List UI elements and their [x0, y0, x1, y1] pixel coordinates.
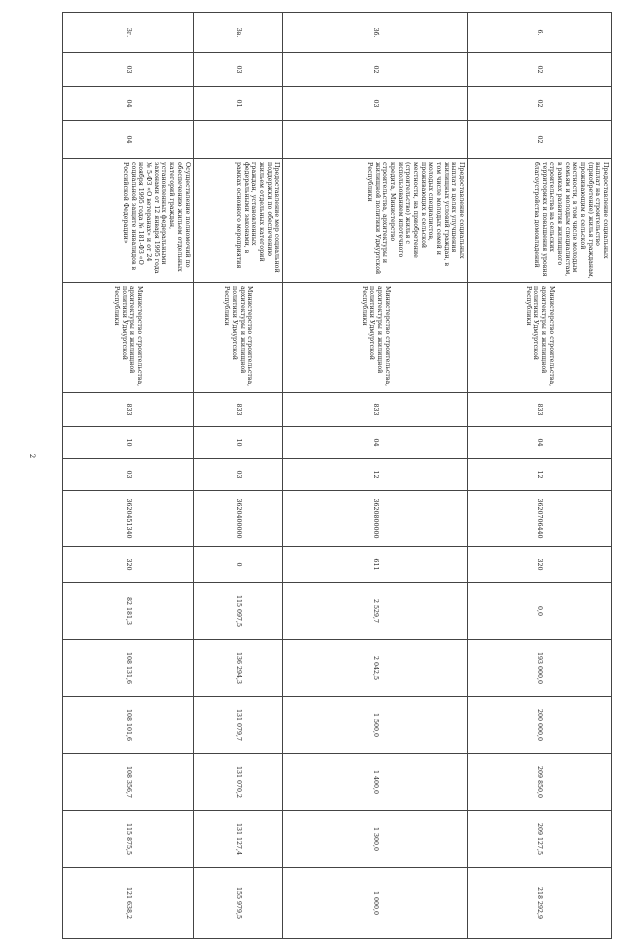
code-ministry: 833 — [63, 393, 194, 427]
measure-description: Осуществление полномочий по обеспечению жильем отдельных категорий граждан, установленных федеральными законами от 12 января 1995 года № 5-ФЗ «О ветеранах» и от 24 ноября 1995 года № 181-ФЗ «О социальной защите инвалидов в Российской Федерации» — [63, 159, 194, 283]
code-target-item: 3620706440 — [468, 491, 612, 547]
value-year-2: 193 000,0 — [468, 640, 612, 697]
row-number: 3б. — [283, 13, 468, 53]
code-col-2: 02 — [468, 53, 612, 87]
value-year-3: 1 500,0 — [283, 697, 468, 754]
code-subsection: 12 — [468, 459, 612, 491]
value-year-1: 115 097,5 — [193, 583, 283, 640]
code-col-3: 03 — [283, 87, 468, 121]
value-year-6: 155 979,5 — [193, 868, 283, 939]
table-row — [283, 13, 468, 939]
code-col-4: 02 — [468, 121, 612, 159]
row-number: 6. — [468, 13, 612, 53]
rotated-table-frame — [62, 12, 612, 920]
code-ministry: 833 — [193, 393, 283, 427]
value-year-1: 0,0 — [468, 583, 612, 640]
code-section: 04 — [468, 427, 612, 459]
page-number: 2 — [28, 453, 37, 459]
responsible-org: Министерство строительства, архитектуры и жилищной политики Удмуртской Республики — [63, 283, 194, 393]
value-year-2: 136 294,3 — [193, 640, 283, 697]
budget-table — [62, 12, 612, 939]
code-section: 10 — [193, 427, 283, 459]
value-year-1: 82 181,3 — [63, 583, 194, 640]
code-col-2: 02 — [283, 53, 468, 87]
code-col-2: 03 — [193, 53, 283, 87]
table-row — [468, 13, 612, 939]
row-number: 3в. — [193, 13, 283, 53]
value-year-4: 209 850,0 — [468, 754, 612, 811]
code-target-item: 3620800000 — [283, 491, 468, 547]
code-expense-type: 0 — [193, 547, 283, 583]
code-expense-type: 611 — [283, 547, 468, 583]
code-expense-type: 320 — [468, 547, 612, 583]
responsible-org: Министерство строительства, архитектуры и жилищной политики Удмуртской Республики — [283, 283, 468, 393]
code-target-item: 3620400000 — [193, 491, 283, 547]
code-col-3: 02 — [468, 87, 612, 121]
row-number: 3г. — [63, 13, 194, 53]
code-col-3: 01 — [193, 87, 283, 121]
code-ministry: 833 — [283, 393, 468, 427]
code-target-item: 3620451340 — [63, 491, 194, 547]
code-section: 10 — [63, 427, 194, 459]
value-year-4: 108 356,7 — [63, 754, 194, 811]
code-ministry: 833 — [468, 393, 612, 427]
value-year-5: 209 127,5 — [468, 811, 612, 868]
code-col-4 — [283, 121, 468, 159]
measure-description: Предоставление мер социальной поддержки по обеспечению жильем отдельных категорий граждан, установленных федеральными законами, в рамках основного мероприятия — [193, 159, 283, 283]
value-year-4: 131 070,2 — [193, 754, 283, 811]
table-row — [63, 13, 194, 939]
value-year-2: 108 131,6 — [63, 640, 194, 697]
value-year-6: 1 000,0 — [283, 868, 468, 939]
responsible-org: Министерство строительства, архитектуры и жилищной политики Удмуртской Республики — [193, 283, 283, 393]
code-subsection: 03 — [63, 459, 194, 491]
code-col-4 — [193, 121, 283, 159]
value-year-2: 2 042,5 — [283, 640, 468, 697]
table-row — [193, 13, 283, 939]
measure-description: Предоставление социальных выплат в целях улучшения жилищных условий граждан, в том числе молодых семей и молодых специалистов, проживающих в сельской местности, на приобретение (строительство) жилья с использованием ипотечного кредита, Министерство строительства, архитектуры и жилищной политики Удмуртской Республики — [283, 159, 468, 283]
value-year-5: 131 127,4 — [193, 811, 283, 868]
code-col-3: 04 — [63, 87, 194, 121]
value-year-1: 2 529,7 — [283, 583, 468, 640]
value-year-6: 218 292,9 — [468, 868, 612, 939]
code-section: 04 — [283, 427, 468, 459]
measure-description: Предоставление социальных выплат на строительство (приобретение) жилья гражданам, проживающим в сельской местности, в том числе молодым семьям и молодым специалистам, в рамках развития жилищного строительства на сельских территориях и повышения уровня благоустройства домовладений — [468, 159, 612, 283]
code-expense-type: 320 — [63, 547, 194, 583]
code-subsection: 12 — [283, 459, 468, 491]
value-year-6: 121 638,2 — [63, 868, 194, 939]
responsible-org: Министерство строительства, архитектуры и жилищной политики Удмуртской Республики — [468, 283, 612, 393]
code-col-2: 03 — [63, 53, 194, 87]
code-col-4: 04 — [63, 121, 194, 159]
value-year-4: 1 400,0 — [283, 754, 468, 811]
value-year-3: 108 101,6 — [63, 697, 194, 754]
code-subsection: 03 — [193, 459, 283, 491]
value-year-5: 115 875,5 — [63, 811, 194, 868]
value-year-3: 200 000,0 — [468, 697, 612, 754]
value-year-5: 1 300,0 — [283, 811, 468, 868]
value-year-3: 131 079,7 — [193, 697, 283, 754]
